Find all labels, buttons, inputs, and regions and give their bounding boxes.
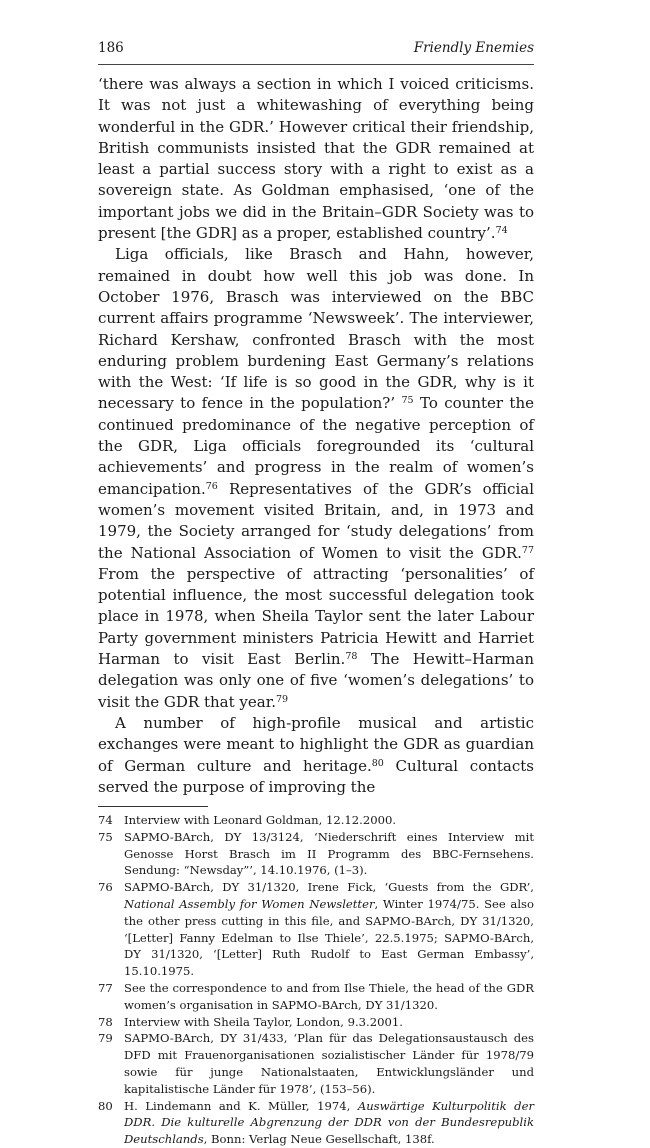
footnote bbox=[98, 1030, 534, 1097]
footnote bbox=[98, 812, 534, 829]
footnote-reference: 76 bbox=[205, 480, 218, 492]
footnote-reference: 77 bbox=[521, 544, 534, 556]
text-run: Interview with Sheila Taylor, London, 9.3.2001. bbox=[124, 1014, 403, 1029]
footnote bbox=[98, 829, 534, 879]
footnote bbox=[98, 1014, 534, 1031]
running-title: Friendly Enemies bbox=[413, 40, 534, 56]
footnote bbox=[98, 1098, 534, 1148]
footnote-text bbox=[124, 1098, 534, 1148]
footnote-text bbox=[124, 1014, 534, 1031]
body-paragraph bbox=[98, 713, 534, 798]
footnote-text bbox=[124, 829, 534, 879]
footnote-reference: 75 bbox=[401, 395, 414, 407]
text-run: SAPMO-BArch, DY 31/433, ‘Plan für das Delegationsaustausch des DFD mit Frauenorganisationen sozialistischer Länder für 1978/79 sowie für junge Nationalstaaten, Entwicklungsländer und kapitalistische Länder für 1978’, (153–56). bbox=[124, 1031, 534, 1096]
footnote-reference: 79 bbox=[275, 693, 289, 705]
text-run: From the perspective of attracting ‘personalities’ of potential influence, the most successful delegation took place in 1978, when Sheila Taylor sent the later Labour Party government ministers Patricia Hewitt and Harriet Harman to visit East Berlin. bbox=[98, 564, 534, 669]
footnote bbox=[98, 980, 534, 1014]
text-run: A number of high-profile musical and artistic exchanges were meant to highlight the GDR as guardian of German culture and heritage. bbox=[98, 713, 534, 775]
book-page bbox=[98, 40, 534, 1148]
text-run: SAPMO-BArch, DY 31/1320, Irene Fick, ‘Guests from the GDR’, bbox=[124, 880, 534, 895]
footnote-text bbox=[124, 1030, 534, 1097]
footnote-text bbox=[124, 812, 534, 829]
body-paragraph bbox=[98, 244, 534, 713]
text-run: H. Lindemann and K. Müller, 1974, bbox=[124, 1098, 358, 1113]
footnotes bbox=[98, 812, 534, 1148]
text-run: Liga officials, like Brasch and Hahn, however, remained in doubt how well this job was done. In October 1976, Brasch was interviewed on the BBC current affairs programme ‘Newsweek’. The interviewer, Richard Kershaw, confronted Brasch with the most enduring problem burdening East Germany’s relations with the West: ‘If life is so good in the GDR, why is it necessary to fence in the population?’ bbox=[98, 245, 534, 413]
text-run: See the correspondence to and from Ilse Thiele, the head of the GDR women’s organisation in SAPMO-BArch, DY 31/1320. bbox=[124, 981, 534, 1012]
footnote-reference: 80 bbox=[371, 757, 384, 769]
text-run: , Winter 1974/75. See also the other press cutting in this file, and SAPMO-BArch, DY 31/1320, ‘[Letter] Fanny Edelman to Ilse Thiele’, 22.5.1975; SAPMO-BArch, DY 31/1320, ‘[Letter] Ruth Rudolf to East German Embassy’, 15.10.1975. bbox=[124, 897, 534, 979]
text-run: ‘there was always a section in which I voiced criticisms. It was not just a whitewashing of everything being wonderful in the GDR.’ However critical their friendship, British communists insisted that the GDR remained at least a partial success story with a right to exist as a sovereign state. As Goldman emphasised, ‘one of the important jobs we did in the Britain–GDR Society was to present [the GDR] as a proper, established country’. bbox=[98, 75, 534, 243]
footnote-reference: 74 bbox=[495, 225, 508, 237]
page-header bbox=[98, 40, 534, 65]
footnote-text bbox=[124, 980, 534, 1014]
text-run: To counter the continued predominance of the negative perception of the GDR, Liga officials foregrounded its ‘cultural achievements’ and progress in the realm of women’s emancipation. bbox=[98, 394, 534, 498]
footnote-reference: 78 bbox=[345, 651, 358, 663]
italic-title: Auswärtige Kulturpolitik der DDR. Die kulturelle Abgrenzung der DDR von der Bundesrepublik Deutschlands bbox=[124, 1098, 534, 1147]
text-run: Interview with Leonard Goldman, 12.12.2000. bbox=[124, 813, 397, 828]
footnote-number: 76 bbox=[98, 880, 113, 895]
footnote-text bbox=[124, 879, 534, 980]
text-run: SAPMO-BArch, DY 13/3124, ‘Niederschrift eines Interview mit Genosse Horst Brasch im II Programm des BBC-Fernsehens. Sendung: “Newsday”’, 14.10.1976, (1–3). bbox=[124, 829, 534, 878]
footnote-number: 80 bbox=[98, 1098, 113, 1113]
footnote-divider bbox=[98, 806, 208, 807]
italic-title: National Assembly for Women Newsletter bbox=[124, 897, 375, 912]
text-run: Cultural contacts served the purpose of improving the bbox=[98, 756, 534, 796]
body-text bbox=[98, 74, 534, 798]
footnote-number: 75 bbox=[98, 829, 113, 844]
text-run: , Bonn: Verlag Neue Gesellschaft, 138f. bbox=[203, 1132, 435, 1147]
footnote-number: 74 bbox=[98, 813, 113, 828]
text-run: The Hewitt–Harman delegation was only one of five ‘women’s delegations’ to visit the GDR that year. bbox=[98, 650, 534, 711]
footnote-number: 77 bbox=[98, 981, 113, 996]
footnote-number: 78 bbox=[98, 1014, 113, 1029]
text-run: Representatives of the GDR’s official women’s movement visited Britain, and, in 1973 and 1979, the Society arranged for ‘study delegations’ from the National Association of Women to visit the GDR. bbox=[98, 479, 534, 562]
footnote bbox=[98, 879, 534, 980]
footnote-number: 79 bbox=[98, 1031, 113, 1046]
body-paragraph bbox=[98, 74, 534, 244]
page-number: 186 bbox=[98, 40, 124, 56]
